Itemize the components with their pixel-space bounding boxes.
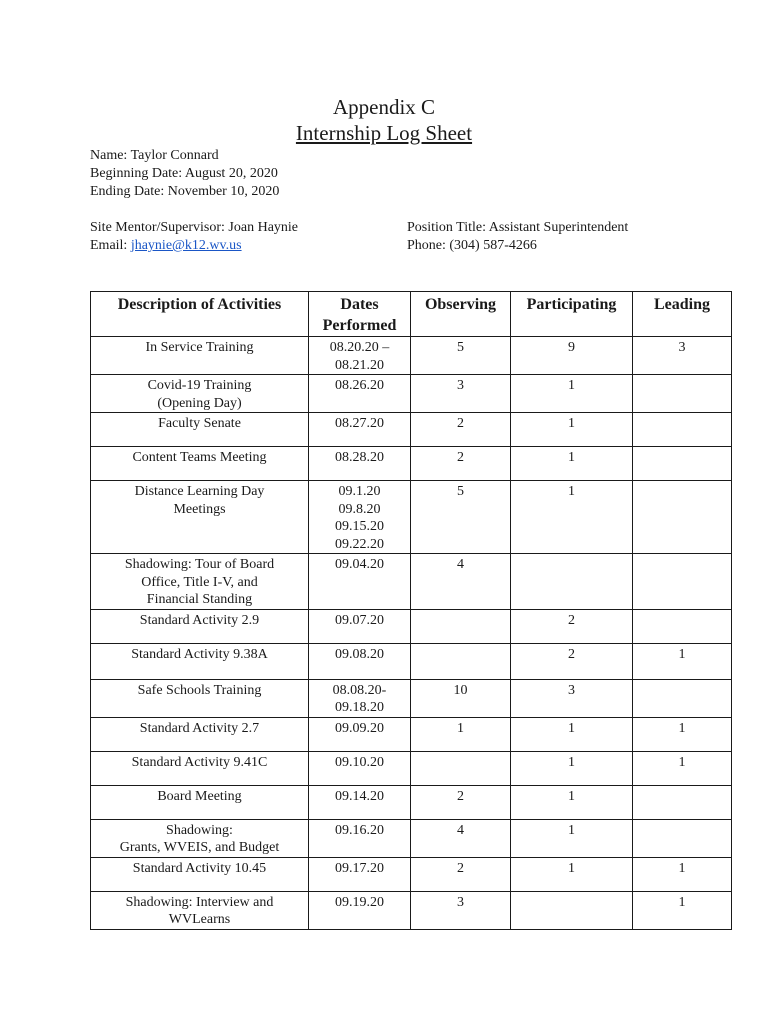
activity-description-line: Content Teams Meeting (132, 450, 267, 465)
dates-performed (309, 337, 411, 375)
activity-description-line: Meetings (173, 501, 226, 517)
participating-hours: 2 (511, 609, 633, 643)
table-row (91, 413, 732, 447)
activity-description (91, 717, 309, 751)
dates-performed-line: 09.08.20 (335, 646, 384, 662)
dates-performed (309, 785, 411, 819)
activity-description (91, 481, 309, 554)
participating-hours: 9 (511, 337, 633, 375)
table-row (91, 609, 732, 643)
activity-description (91, 337, 309, 375)
ending-date: Ending Date: November 10, 2020 (90, 184, 280, 199)
activity-description (91, 554, 309, 610)
dates-performed-line: 09.17.20 (335, 860, 384, 876)
dates-performed-line: 08.20.20 – (329, 340, 390, 355)
dates-performed-line: 09.18.20 (335, 700, 384, 715)
activity-description-line: Standard Activity 2.9 (139, 612, 260, 628)
activity-description (91, 609, 309, 643)
header-description: Description of Activities (91, 292, 309, 337)
activity-description-line: Standard Activity 9.41C (131, 754, 268, 770)
dates-performed (309, 857, 411, 891)
table-row (91, 375, 732, 413)
activity-description-line: Distance Learning Day (134, 484, 265, 499)
participating-hours: 3 (511, 679, 633, 717)
participating-hours: 1 (511, 819, 633, 857)
activity-description (91, 413, 309, 447)
dates-performed-line: 09.8.20 (338, 501, 381, 517)
dates-performed-line: 09.10.20 (335, 754, 384, 770)
table-row (91, 643, 732, 679)
leading-hours: 1 (633, 891, 732, 929)
dates-performed (309, 554, 411, 610)
observing-hours: 10 (411, 679, 511, 717)
activity-description-line: WVLearns (168, 912, 231, 927)
activity-description-line: Safe Schools Training (137, 682, 262, 698)
activity-description (91, 643, 309, 679)
leading-hours (633, 447, 732, 481)
dates-performed-line: 09.09.20 (335, 720, 384, 736)
header-participating: Participating (511, 292, 633, 337)
dates-performed-line: 08.27.20 (335, 416, 384, 431)
page-title: Internship Log Sheet (295, 121, 473, 145)
activity-description-line: Office, Title I-V, and (141, 574, 258, 590)
beginning-date: Beginning Date: August 20, 2020 (90, 166, 278, 181)
email-link[interactable]: jhaynie@k12.wv.us (130, 238, 242, 253)
activity-description-line: Shadowing: Interview and (125, 894, 274, 910)
observing-hours (411, 751, 511, 785)
dates-performed (309, 717, 411, 751)
leading-hours (633, 481, 732, 554)
phone-number: Phone: (304) 587-4266 (407, 238, 537, 253)
observing-hours: 2 (411, 785, 511, 819)
leading-hours: 1 (633, 751, 732, 785)
participating-hours: 1 (511, 447, 633, 481)
observing-hours: 2 (411, 447, 511, 481)
table-row (91, 891, 732, 929)
intern-name: Name: Taylor Connard (90, 148, 219, 163)
email-line (90, 237, 242, 255)
activity-description (91, 857, 309, 891)
table-row (91, 481, 732, 554)
dates-performed-line: 08.08.20- (332, 682, 387, 698)
activity-description-line: Standard Activity 9.38A (131, 646, 268, 662)
dates-performed-line: 09.14.20 (335, 788, 384, 804)
participating-hours: 1 (511, 413, 633, 447)
table-body (91, 337, 732, 930)
table-row (91, 819, 732, 857)
observing-hours: 1 (411, 717, 511, 751)
observing-hours: 2 (411, 857, 511, 891)
table-row (91, 857, 732, 891)
activity-description-line: Standard Activity 10.45 (132, 860, 267, 876)
participating-hours: 1 (511, 481, 633, 554)
dates-performed (309, 643, 411, 679)
table-row (91, 717, 732, 751)
table-row (91, 751, 732, 785)
observing-hours (411, 609, 511, 643)
activity-description-line: Standard Activity 2.7 (139, 720, 260, 736)
observing-hours: 5 (411, 481, 511, 554)
participating-hours: 1 (511, 375, 633, 413)
dates-performed (309, 819, 411, 857)
observing-hours: 5 (411, 337, 511, 375)
dates-performed-line: 08.28.20 (335, 450, 384, 465)
participating-hours: 2 (511, 643, 633, 679)
leading-hours: 1 (633, 717, 732, 751)
activity-description (91, 375, 309, 413)
leading-hours (633, 375, 732, 413)
site-mentor: Site Mentor/Supervisor: Joan Haynie (90, 220, 299, 235)
activity-log-table (90, 291, 732, 930)
dates-performed (309, 375, 411, 413)
activity-description-line: Grants, WVEIS, and Budget (119, 840, 280, 855)
leading-hours: 1 (633, 857, 732, 891)
table-row (91, 785, 732, 819)
dates-performed-line: 09.04.20 (335, 557, 384, 572)
activity-description-line: Faculty Senate (158, 416, 241, 431)
activity-description-line: Financial Standing (146, 592, 253, 607)
header-leading: Leading (633, 292, 732, 337)
participating-hours: 1 (511, 717, 633, 751)
dates-performed-line: 09.1.20 (338, 484, 381, 499)
activity-description-line: Covid-19 Training (147, 378, 252, 393)
activity-description-line: In Service Training (145, 340, 254, 355)
activity-description (91, 819, 309, 857)
observing-hours: 2 (411, 413, 511, 447)
participating-hours: 1 (511, 751, 633, 785)
table-row (91, 679, 732, 717)
leading-hours (633, 819, 732, 857)
appendix-heading: Appendix C (332, 95, 436, 119)
dates-performed (309, 413, 411, 447)
dates-performed (309, 751, 411, 785)
dates-performed (309, 447, 411, 481)
position-title: Position Title: Assistant Superintendent (407, 220, 629, 235)
observing-hours: 3 (411, 891, 511, 929)
table-row (91, 554, 732, 610)
leading-hours (633, 609, 732, 643)
dates-performed (309, 891, 411, 929)
activity-description (91, 891, 309, 929)
header-dates: Dates Performed (309, 292, 411, 337)
activity-description-line: Shadowing: Tour of Board (124, 557, 275, 572)
dates-performed-line: 09.22.20 (335, 536, 384, 552)
observing-hours: 4 (411, 819, 511, 857)
dates-performed-line: 09.07.20 (335, 612, 384, 628)
dates-performed-line: 09.19.20 (335, 894, 384, 910)
activity-description (91, 447, 309, 481)
leading-hours (633, 413, 732, 447)
activity-description (91, 785, 309, 819)
observing-hours (411, 643, 511, 679)
observing-hours: 3 (411, 375, 511, 413)
activity-description (91, 751, 309, 785)
dates-performed-line: 09.16.20 (335, 822, 384, 838)
dates-performed (309, 609, 411, 643)
table-header-row (91, 292, 732, 337)
table-row (91, 337, 732, 375)
activity-description-line: Board Meeting (157, 788, 242, 804)
activity-description (91, 679, 309, 717)
dates-performed-line: 08.21.20 (335, 357, 384, 373)
table-row (91, 447, 732, 481)
activity-description-line: Shadowing: (166, 822, 233, 838)
leading-hours (633, 679, 732, 717)
leading-hours: 1 (633, 643, 732, 679)
dates-performed-line: 09.15.20 (335, 519, 384, 534)
observing-hours: 4 (411, 554, 511, 610)
participating-hours: 1 (511, 785, 633, 819)
leading-hours: 3 (633, 337, 732, 375)
leading-hours (633, 554, 732, 610)
header-observing: Observing (411, 292, 511, 337)
dates-performed-line: 08.26.20 (335, 378, 384, 393)
participating-hours (511, 554, 633, 610)
activity-description-line: (Opening Day) (157, 395, 242, 411)
email-label: Email: (90, 238, 131, 253)
leading-hours (633, 785, 732, 819)
participating-hours: 1 (511, 857, 633, 891)
dates-performed (309, 481, 411, 554)
dates-performed (309, 679, 411, 717)
participating-hours (511, 891, 633, 929)
